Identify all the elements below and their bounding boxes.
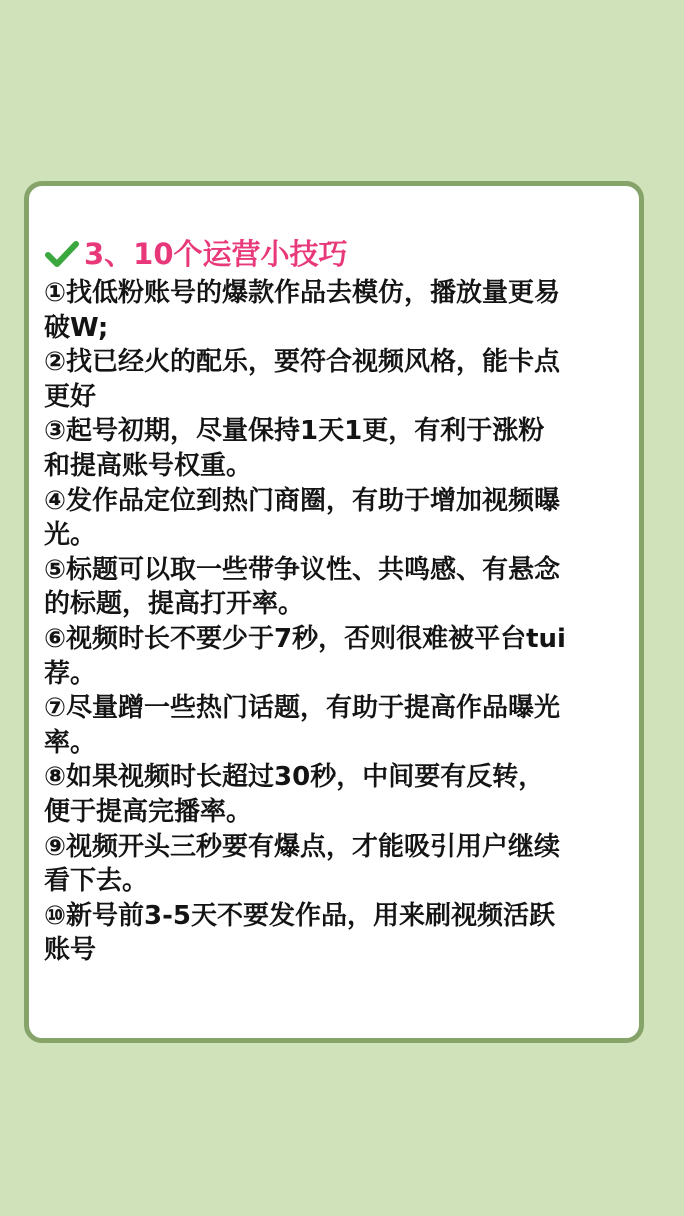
tip-item: ⑤标题可以取一些带争议性、共鸣感、有悬念 的标题，提高打开率。 [44, 554, 561, 620]
tips-list [44, 276, 644, 968]
tip-item: ⑩新号前3-5天不要发作品，用来刷视频活跃 账号 [44, 900, 555, 966]
tip-item: ①找低粉账号的爆款作品去模仿，播放量更易 破W; [44, 278, 561, 343]
tip-item: ④发作品定位到热门商圈，有助于增加视频曝 光。 [44, 485, 561, 551]
heading-text: 3、10个运营小技巧 [84, 237, 348, 271]
tip-item: ⑧如果视频时长超过30秒，中间要有反转， 便于提高完播率。 [44, 762, 545, 827]
tip-item: ③起号初期，尽量保持1天1更，有利于涨粉 和提高账号权重。 [44, 416, 545, 481]
tip-item: ②找已经火的配乐，要符合视频风格，能卡点 更好 [44, 347, 561, 412]
check-icon [44, 239, 80, 269]
tip-item: ⑦尽量蹭一些热门话题，有助于提高作品曝光 率。 [44, 693, 561, 758]
tip-item: ⑥视频时长不要少于7秒，否则很难被平台tui 荐。 [44, 623, 566, 689]
section-heading [44, 234, 348, 274]
tip-item: ⑨视频开头三秒要有爆点，才能吸引用户继续 看下去。 [44, 831, 561, 897]
